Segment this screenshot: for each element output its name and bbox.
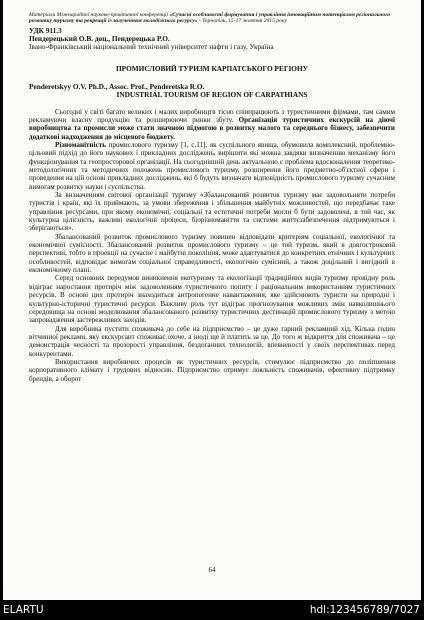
authors-ukrainian: Пендерецький О.В. доц., Пендерецька Р.О. [29,33,170,43]
authors-english: Penderetskyy O.V. Ph.D., Assoc. Prof., Penderetska R.O. [29,82,205,92]
paragraph-5: Серед основних передумов виникнення екотуризму та екологізації традиційних видів туризму провідну роль відіграє наростання протиріч між задоволенням туристичного попиту і раціональним використанням туристичних ресурсів. В основі цих протиріч знаходиться антропогенне навантаження, яке здійснюють туристи на природні і культурно-історичні туристичні ресурси. Важливу роль тут відіграє прогнозування можливих змін навколишнього середовища на основі моделювання збалансованого розвитку туристичних дестинацій промислового туризму з метою запровадження застережливих заходів. [29,274,395,325]
paragraph-4: Збалансований розвиток промислового туризму повинен відповідати критеріям соціальної, екологічної та економічної сумісності. Збалансований розвиток промислового туризму – це той туризм, який в довгостроковій перспективі, тобто в проекції на сучасне і майбутні покоління, може адаптуватися до конкретних етнічних і культурних особливостей, відповідає вимогам соціальної справедливості, екологічно сумісний, а також доцільний і вигідний в економічному плані. [29,232,395,275]
paragraph-6: Для виробника пустити споживача до себе на підприємство – це дуже гарний рекламний хід. Кілька годин вітчинної реклами, яку екскурсант споживає охоче, а іноді ще й платить за це. До того ж відкриття для споживача – це демонстрація чесності та прозорості управління, бездоганних технологій, впевненості у своїх перспективах перед конкурентами. [29,324,395,358]
article-body [29,108,395,383]
conference-header [29,12,395,25]
paragraph-7: Використання виробничих процесів як туристичних ресурсів, стимулює підприємство до поліпшення корпоративного клімату і трудових відносин. Підприємство отримує лояльність споживачів, ефективну підтримку брендів, а оборот [29,357,395,383]
paragraph-2: Різноманітність промислового туризму [1, с.11], як суспільного явища, обумовила комплексний, проблемно-цільовий підхід до його наукових і прикладних досліджень, вирішити які можна завдяки визначенню механізму його функціонування та геопросторової організації. На сьогоднішній день актуальною є проблема вдосконалення теоретико-методологічних та методичних положень промислового туризму, розширення його предметно-об'єктної сфери і проведення на цій основі прикладних досліджень, які б будуть визначати відповідність промислового туризму сучасним вимогам розвитку науки і суспільства. [29,140,395,191]
paragraph-1: Сьогодні у світі багато великих і малих виробництв тісно співпрацюють з туристичними фірмами, там самим рекламуючи власну продукцію та розширюючи ринки збуту. Організація туристичних екскурсій на діючі виробництва та промисли може стати значною підмогою в розвитку малого та середнього бізнесу, забезпечити додаткові надходження до місцевого бюджету. [29,107,395,141]
affiliation: Івано-Франківський національний технічний університет нафти і газу, Україна [29,41,274,51]
title-ukrainian: ПРОМИСЛОВИЙ ТУРИЗМ КАРПАТСЬКОГО РЕГІОНУ [115,64,309,73]
conference-plain: Матеріали Міжнародної науково-практичної конференції [29,12,169,18]
viewer-footer-bar [0,600,424,620]
paragraph-3: За визначенням світової організації туризму «Збалансований розвиток туризму має задовольняти потреби туристів і країн, які їх приймають, за умови збереження і збільшення майбутніх можливостей, що передбачає таке управління ресурсами, при якому економічні, соціальні та естетичні потреби могли б бути задоволені, в той час, як культурна цілісність, важливі екологічні процеси, біорізноманіття та системи життєзабезпечення підтримуються і зберігаються». [29,191,395,233]
repository-name: ELARTU [3,604,44,616]
conference-title: «Сучасні особливості формування і управління інноваційним потенціалом регіонального розвитку туризму та рекреації із залученням молодіжного ресурсу» [29,12,391,25]
title-english: INDUSTRIAL TOURISM OF REGION OF CARPATHIANS [116,90,308,100]
udk-code: УДК 911.3 [29,25,62,35]
document-page [3,0,421,600]
conference-place-date: - Тернопіль, 15-17 жовтня 2015 року [198,18,287,25]
page-number: 64 [208,566,216,574]
handle-identifier: hdl:123456789/7027 [309,604,420,616]
